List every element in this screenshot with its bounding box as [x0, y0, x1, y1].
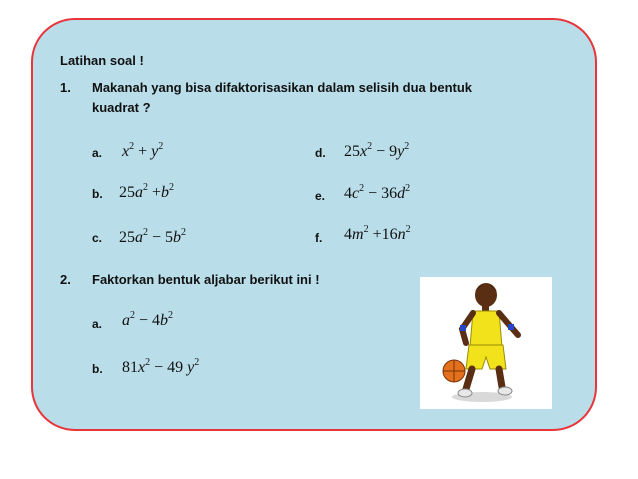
basketball-player-illustration	[420, 277, 552, 409]
q1-option-a-label: a.	[92, 146, 103, 160]
question-1-text-line-1: Makanah yang bisa difaktorisasikan dalam selisih dua bentuk	[92, 80, 473, 95]
question-2-number: 2.	[60, 272, 71, 287]
q1-option-f-label: f.	[315, 231, 323, 245]
q1-option-d-expr: $25x^2 - 9y^2$	[344, 141, 410, 160]
question-2-text: Faktorkan bentuk aljabar berikut ini !	[92, 272, 320, 287]
q1-option-d-label: d.	[315, 146, 326, 160]
q1-option-c-expr: $25a^2 - 5b^2$	[119, 227, 187, 246]
q1-option-b-label: b.	[92, 187, 103, 201]
question-1-text-line-2: kuadrat ?	[92, 100, 151, 115]
q2-option-b-label: b.	[92, 362, 103, 376]
q1-option-c-label: c.	[92, 231, 103, 245]
q1-option-a-expr: $x^2 + y^2$	[122, 141, 164, 160]
q2-option-b-expr: $81x^2 - 49$ $y^2$	[122, 357, 200, 376]
q1-option-f-expr: $4m^2 +16n^2$	[344, 224, 411, 243]
q1-option-e-expr: $4c^2 - 36d^2$	[344, 183, 411, 202]
basketball-player-icon	[420, 277, 552, 409]
q1-option-e-label: e.	[315, 189, 326, 203]
exercise-title: Latihan soal !	[60, 53, 144, 68]
question-1-number: 1.	[60, 80, 71, 95]
q2-option-a-expr: $a^2 - 4b^2$	[122, 310, 174, 329]
q1-option-b-expr: $25a^2 +b^2$	[119, 182, 175, 201]
q2-option-a-label: a.	[92, 317, 103, 331]
